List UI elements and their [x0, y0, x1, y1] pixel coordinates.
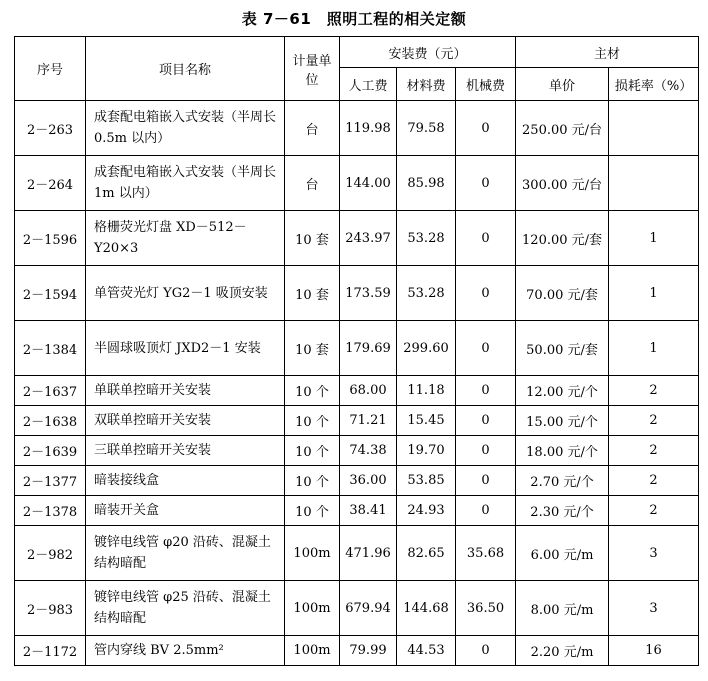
cell-labor: 68.00 — [340, 376, 397, 406]
cell-machine: 35.68 — [456, 526, 516, 581]
cell-price: 12.00 元/个 — [516, 376, 609, 406]
cell-unit: 10 套 — [285, 321, 340, 376]
cell-unit: 10 个 — [285, 406, 340, 436]
cell-material: 85.98 — [397, 156, 456, 211]
cell-labor: 471.96 — [340, 526, 397, 581]
cell-seq: 2－1637 — [15, 376, 86, 406]
cell-name: 暗装接线盒 — [86, 466, 285, 496]
table-row — [15, 376, 699, 406]
table-row — [15, 636, 699, 666]
cell-material: 299.60 — [397, 321, 456, 376]
cell-price: 15.00 元/个 — [516, 406, 609, 436]
cell-material: 15.45 — [397, 406, 456, 436]
cell-name: 管内穿线 BV 2.5mm² — [86, 636, 285, 666]
cell-machine: 0 — [456, 321, 516, 376]
cell-loss: 16 — [609, 636, 699, 666]
cell-machine: 0 — [456, 436, 516, 466]
cell-seq: 2－1384 — [15, 321, 86, 376]
cell-name: 格栅荧光灯盘 XD－512－Y20×3 — [86, 211, 285, 266]
cell-machine: 0 — [456, 466, 516, 496]
cell-machine: 0 — [456, 101, 516, 156]
cell-machine: 0 — [456, 496, 516, 526]
cell-labor: 144.00 — [340, 156, 397, 211]
cell-labor: 36.00 — [340, 466, 397, 496]
cell-material: 82.65 — [397, 526, 456, 581]
cell-unit: 台 — [285, 101, 340, 156]
cell-loss: 2 — [609, 436, 699, 466]
cell-price: 300.00 元/台 — [516, 156, 609, 211]
table-row — [15, 211, 699, 266]
cell-loss — [609, 156, 699, 211]
cell-machine: 0 — [456, 376, 516, 406]
header-unit: 计量单位 — [285, 37, 340, 101]
cell-seq: 2－264 — [15, 156, 86, 211]
cell-name: 成套配电箱嵌入式安装（半周长 1m 以内） — [86, 156, 285, 211]
cell-labor: 38.41 — [340, 496, 397, 526]
cell-name: 半圆球吸顶灯 JXD2－1 安装 — [86, 321, 285, 376]
cell-loss: 1 — [609, 211, 699, 266]
cell-loss: 2 — [609, 466, 699, 496]
cell-seq: 2－1172 — [15, 636, 86, 666]
cell-name: 单联单控暗开关安装 — [86, 376, 285, 406]
cell-name: 单管荧光灯 YG2－1 吸顶安装 — [86, 266, 285, 321]
header-unit-price: 单价 — [516, 68, 609, 101]
cell-name: 双联单控暗开关安装 — [86, 406, 285, 436]
table-row — [15, 406, 699, 436]
cell-labor: 679.94 — [340, 581, 397, 636]
cell-seq: 2－1596 — [15, 211, 86, 266]
table-row — [15, 321, 699, 376]
cell-labor: 74.38 — [340, 436, 397, 466]
cell-unit: 10 个 — [285, 466, 340, 496]
cell-machine: 0 — [456, 266, 516, 321]
cell-unit: 10 套 — [285, 211, 340, 266]
cell-unit: 10 个 — [285, 376, 340, 406]
cell-seq: 2－1594 — [15, 266, 86, 321]
cell-price: 2.70 元/个 — [516, 466, 609, 496]
cell-name: 成套配电箱嵌入式安装（半周长 0.5m 以内） — [86, 101, 285, 156]
cell-labor: 173.59 — [340, 266, 397, 321]
cell-loss: 3 — [609, 581, 699, 636]
cell-unit: 100m — [285, 526, 340, 581]
cell-loss: 2 — [609, 406, 699, 436]
cell-name: 镀锌电线管 φ25 沿砖、混凝土结构暗配 — [86, 581, 285, 636]
cell-machine: 36.50 — [456, 581, 516, 636]
cell-seq: 2－982 — [15, 526, 86, 581]
cell-name: 镀锌电线管 φ20 沿砖、混凝土结构暗配 — [86, 526, 285, 581]
cell-loss — [609, 101, 699, 156]
cell-material: 144.68 — [397, 581, 456, 636]
table-row — [15, 266, 699, 321]
table-row — [15, 496, 699, 526]
cell-seq: 2－1639 — [15, 436, 86, 466]
cell-material: 24.93 — [397, 496, 456, 526]
cell-machine: 0 — [456, 406, 516, 436]
cell-seq: 2－1638 — [15, 406, 86, 436]
cell-unit: 10 套 — [285, 266, 340, 321]
cell-unit: 台 — [285, 156, 340, 211]
cell-loss: 2 — [609, 496, 699, 526]
cell-material: 53.28 — [397, 211, 456, 266]
header-name: 项目名称 — [86, 37, 285, 101]
cell-labor: 119.98 — [340, 101, 397, 156]
cell-material: 53.28 — [397, 266, 456, 321]
cell-material: 44.53 — [397, 636, 456, 666]
cell-seq: 2－263 — [15, 101, 86, 156]
header-labor: 人工费 — [340, 68, 397, 101]
cell-labor: 71.21 — [340, 406, 397, 436]
cell-name: 暗装开关盒 — [86, 496, 285, 526]
cell-price: 50.00 元/套 — [516, 321, 609, 376]
cell-labor: 179.69 — [340, 321, 397, 376]
cell-price: 6.00 元/m — [516, 526, 609, 581]
header-machine: 机械费 — [456, 68, 516, 101]
cell-seq: 2－1378 — [15, 496, 86, 526]
cell-price: 250.00 元/台 — [516, 101, 609, 156]
table-row — [15, 436, 699, 466]
cell-labor: 79.99 — [340, 636, 397, 666]
table-row — [15, 156, 699, 211]
cell-seq: 2－983 — [15, 581, 86, 636]
cell-loss: 3 — [609, 526, 699, 581]
header-install-fee: 安装费（元） — [340, 37, 516, 68]
cell-seq: 2－1377 — [15, 466, 86, 496]
header-seq: 序号 — [15, 37, 86, 101]
cell-machine: 0 — [456, 156, 516, 211]
cell-material: 11.18 — [397, 376, 456, 406]
cell-price: 8.00 元/m — [516, 581, 609, 636]
table-row — [15, 466, 699, 496]
cell-labor: 243.97 — [340, 211, 397, 266]
cell-machine: 0 — [456, 636, 516, 666]
cell-unit: 10 个 — [285, 436, 340, 466]
cell-price: 2.20 元/m — [516, 636, 609, 666]
cell-price: 2.30 元/个 — [516, 496, 609, 526]
cell-material: 79.58 — [397, 101, 456, 156]
quota-table — [14, 36, 699, 666]
cell-name: 三联单控暗开关安装 — [86, 436, 285, 466]
table-row — [15, 526, 699, 581]
table-row — [15, 101, 699, 156]
cell-unit: 10 个 — [285, 496, 340, 526]
cell-unit: 100m — [285, 636, 340, 666]
cell-machine: 0 — [456, 211, 516, 266]
cell-loss: 1 — [609, 266, 699, 321]
cell-loss: 1 — [609, 321, 699, 376]
table-title: 表 7－61 照明工程的相关定额 — [241, 10, 467, 28]
header-material: 材料费 — [397, 68, 456, 101]
cell-loss: 2 — [609, 376, 699, 406]
cell-price: 18.00 元/个 — [516, 436, 609, 466]
header-loss-rate: 损耗率（%） — [609, 68, 699, 101]
header-main-material: 主材 — [516, 37, 699, 68]
table-row — [15, 581, 699, 636]
cell-unit: 100m — [285, 581, 340, 636]
cell-material: 19.70 — [397, 436, 456, 466]
cell-price: 120.00 元/套 — [516, 211, 609, 266]
cell-material: 53.85 — [397, 466, 456, 496]
cell-price: 70.00 元/套 — [516, 266, 609, 321]
